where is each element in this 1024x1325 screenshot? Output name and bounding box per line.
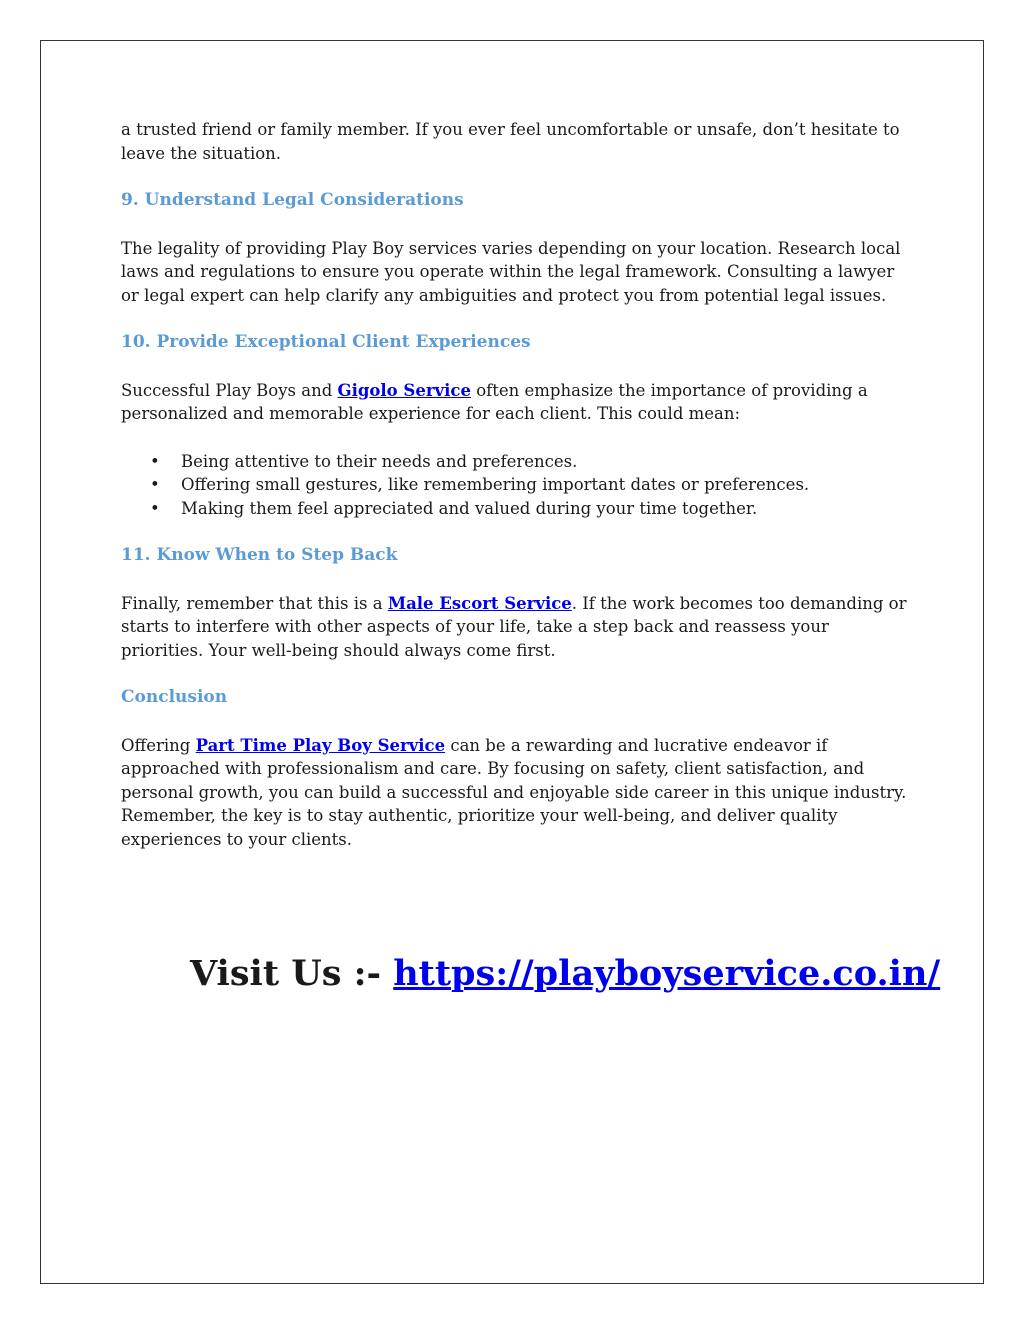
conclusion-text-before: Offering bbox=[121, 735, 196, 755]
section-10-text-after: often emphasize the importance of providing a personalized and memorable experience for each client. This could mean: bbox=[121, 380, 868, 423]
section-11-text-before: Finally, remember that this is a bbox=[121, 593, 388, 613]
male-escort-service-link[interactable]: Male Escort Service bbox=[387, 593, 572, 613]
visit-us-line bbox=[190, 950, 940, 998]
section-11-text-after: . If the work becomes too demanding or starts to interfere with other aspects of your life, take a step back and reassess your priorities. Your well-being should always come first. bbox=[121, 593, 907, 660]
experience-list bbox=[121, 450, 911, 521]
document-body bbox=[121, 118, 911, 875]
gigolo-service-link[interactable]: Gigolo Service bbox=[337, 380, 471, 400]
visit-us-label: Visit Us :- bbox=[190, 953, 394, 994]
bullet-icon: • bbox=[150, 475, 160, 494]
list-item bbox=[150, 450, 911, 474]
section-10-text-before: Successful Play Boys and bbox=[121, 380, 338, 400]
section-9-heading: 9. Understand Legal Considerations bbox=[121, 190, 464, 210]
part-time-play-boy-service-link[interactable]: Part Time Play Boy Service bbox=[195, 735, 446, 755]
list-item-text: Making them feel appreciated and valued during your time together. bbox=[181, 498, 758, 518]
conclusion-paragraph bbox=[121, 734, 911, 852]
section-10-heading: 10. Provide Exceptional Client Experiences bbox=[121, 332, 531, 352]
list-item bbox=[150, 497, 911, 521]
bullet-icon: • bbox=[150, 451, 160, 471]
website-link[interactable]: https://playboyservice.co.in/ bbox=[393, 953, 941, 994]
intro-paragraph: a trusted friend or family member. If you ever feel uncomfortable or unsafe, don’t hesitate to leave the situation. bbox=[121, 120, 900, 163]
bullet-icon: • bbox=[150, 498, 160, 518]
section-9-paragraph: The legality of providing Play Boy services varies depending on your location. Research local laws and regulations to ensure you operate within the legal framework. Consulting a lawyer or legal expert can help clarify any ambiguities and protect you from potential legal issues. bbox=[121, 238, 901, 305]
conclusion-heading: Conclusion bbox=[121, 687, 228, 707]
conclusion-text-after: can be a rewarding and lucrative endeavor if approached with professionalism and care. By focusing on safety, client satisfaction, and personal growth, you can build a successful and enjoyable side career in this unique industry. Remember, the key is to stay authentic, prioritize your well-being, and deliver quality experiences to your clients. bbox=[121, 735, 907, 849]
section-11-heading: 11. Know When to Step Back bbox=[121, 545, 398, 565]
section-11-paragraph bbox=[121, 592, 911, 663]
section-10-paragraph bbox=[121, 379, 911, 426]
list-item bbox=[150, 473, 911, 497]
list-item-text: Offering small gestures, like remembering important dates or preferences. bbox=[181, 475, 810, 494]
list-item-text: Being attentive to their needs and preferences. bbox=[181, 451, 578, 471]
